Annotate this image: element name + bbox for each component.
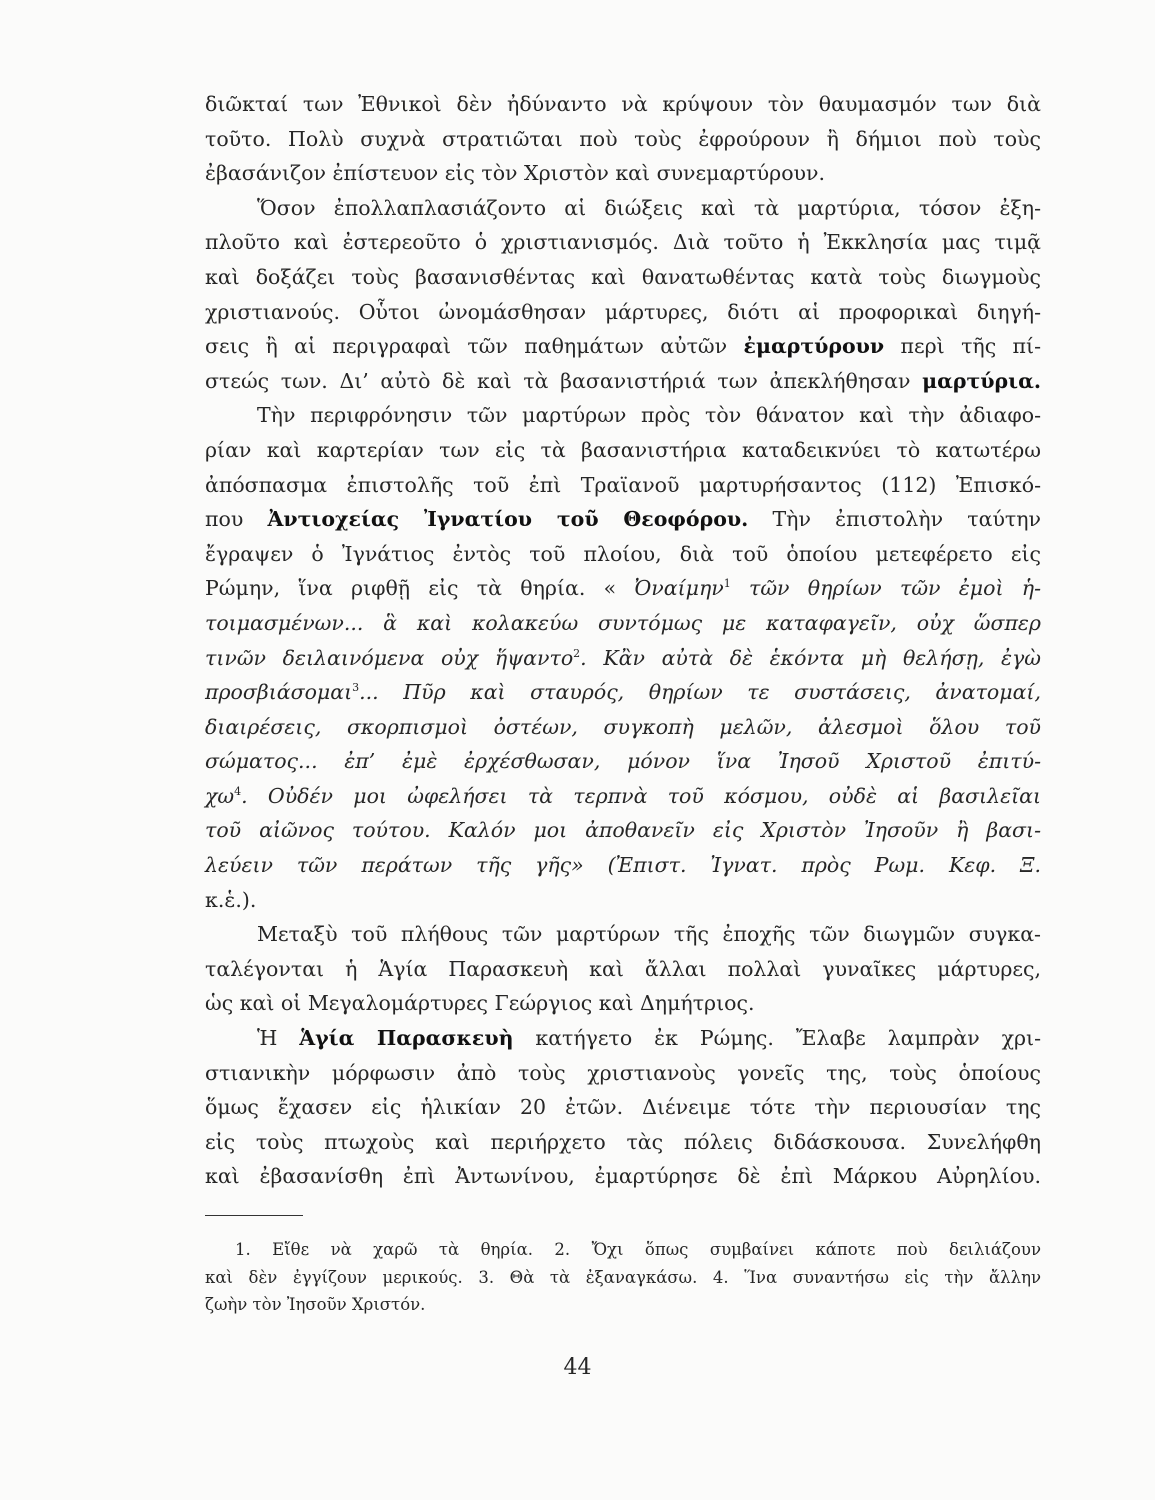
text-line <box>205 986 1041 1021</box>
text-line <box>205 398 1041 433</box>
text-line <box>205 122 1041 157</box>
text-segment: ὅμως ἔχασεν εἰς ἡλικίαν 20 ἐτῶν. Διένειμε τότε τὴν περιουσίαν της <box>205 1095 1041 1120</box>
text-segment: πλοῦτο καὶ ἐστερεοῦτο ὁ χριστιανισμός. Διὰ τοῦτο ἡ Ἐκκλησία μας τιμᾷ <box>205 230 1041 255</box>
text-segment: διῶκταί των Ἐθνικοὶ δὲν ἠδύναντο νὰ κρύψουν τὸν θαυμασμόν των διὰ <box>205 92 1041 116</box>
text-segment: κ.ἑ.). <box>205 887 257 912</box>
text-line <box>205 295 1041 330</box>
text-line <box>205 1159 1041 1194</box>
text-segment: Ἡ <box>257 1026 300 1051</box>
text-line <box>205 433 1041 468</box>
text-line <box>205 329 1041 364</box>
quoted-text: τοιμασμένων... ἃ καὶ κολακεύω συντόμως με καταφαγεῖν, οὐχ ὥσπερ <box>205 610 1041 635</box>
footnote-line: ζωὴν τὸν Ἰησοῦν Χριστόν. <box>205 1295 426 1314</box>
text-segment: καὶ ἐβασανίσθη ἐπὶ Ἀντωνίνου, ἐμαρτύρησε δὲ ἐπὶ Μάρκου Αὐρηλίου. <box>205 1164 1041 1189</box>
text-line <box>205 1056 1041 1091</box>
footnote-ref: 4 <box>234 785 242 799</box>
text-line <box>205 848 1041 883</box>
text-segment: που <box>205 507 268 532</box>
quoted-text: προσβιάσομαι <box>205 680 353 705</box>
bold-text: Ἁγία Παρασκευὴ <box>299 1026 514 1051</box>
text-segment: στεώς των. Δι’ αὐτὸ δὲ καὶ τὰ βασανιστήριά των ἀπεκλήθησαν <box>205 368 923 393</box>
quoted-text: χω <box>205 783 235 808</box>
text-line <box>205 225 1041 260</box>
text-line <box>205 156 1041 191</box>
quoted-text: Ὀναίμην <box>634 576 724 601</box>
text-line <box>205 537 1041 572</box>
quoted-text: λεύειν τῶν περάτων τῆς γῆς» (Ἐπιστ. Ἰγνατ. πρὸς Ρωμ. Κεφ. Ξ. <box>205 853 1041 878</box>
page-number: 44 <box>563 1355 592 1380</box>
text-segment: ταλέγονται ἡ Ἁγία Παρασκευὴ καὶ ἄλλαι πολλαὶ γυναῖκες μάρτυρες, <box>205 956 1041 981</box>
text-segment: κατήγετο ἐκ Ρώμης. Ἔλαβε λαμπρὰν χρι- <box>513 1026 1042 1051</box>
text-line <box>205 710 1041 745</box>
text-segment: Μεταξὺ τοῦ πλήθους τῶν μαρτύρων τῆς ἐποχῆς τῶν διωγμῶν συγκα- <box>257 922 1041 947</box>
bold-text: Ἀντιοχείας Ἰγνατίου τοῦ Θεοφόρου. <box>267 507 749 532</box>
text-line <box>205 191 1041 226</box>
text-segment: Ρώμην, ἵνα ριφθῇ εἰς τὰ θηρία. « <box>205 576 635 601</box>
text-segment: εἰς τοὺς πτωχοὺς καὶ περιήρχετο τὰς πόλεις διδάσκουσα. Συνελήφθη <box>205 1129 1041 1154</box>
quoted-text: σώματος... ἐπ’ ἐμὲ ἐρχέσθωσαν, μόνον ἵνα Ἰησοῦ Χριστοῦ ἐπιτύ- <box>205 749 1041 774</box>
text-segment: ἐβασάνιζον ἐπίστευον εἰς τὸν Χριστὸν καὶ συνεμαρτύρουν. <box>205 161 825 186</box>
text-segment: ρίαν καὶ καρτερίαν των εἰς τὰ βασανιστήρια καταδεικνύει τὸ κατωτέρω <box>205 437 1041 462</box>
bold-text: ἐμαρτύρουν <box>743 334 885 359</box>
text-line <box>205 87 1041 122</box>
text-segment: Τὴν περιφρόνησιν τῶν μαρτύρων πρὸς τὸν θάνατον καὶ τὴν ἀδιαφο- <box>257 403 1041 428</box>
footnotes <box>205 1236 1041 1319</box>
quoted-text: . Κἂν αὐτὰ δὲ ἑκόντα μὴ θελήσῃ, ἐγὼ <box>580 645 1041 670</box>
text-line <box>205 641 1041 676</box>
text-segment: ὡς καὶ οἱ Μεγαλομάρτυρες Γεώργιος καὶ Δημήτριος. <box>205 991 755 1016</box>
quoted-text: τῶν θηρίων τῶν ἐμοὶ ἡ- <box>730 576 1041 601</box>
text-line <box>205 952 1041 987</box>
text-line <box>205 675 1041 710</box>
quoted-text: τοῦ αἰῶνος τούτου. Καλόν μοι ἀποθανεῖν εἰς Χριστὸν Ἰησοῦν ἢ βασι- <box>205 818 1041 843</box>
text-line <box>205 779 1041 814</box>
text-line <box>205 606 1041 641</box>
quoted-text: . Οὐδέν μοι ὠφελήσει τὰ τερπνὰ τοῦ κόσμου, οὐδὲ αἱ βασιλεῖαι <box>241 783 1041 808</box>
text-segment: στιανικὴν μόρφωσιν ἀπὸ τοὺς χριστιανοὺς γονεῖς της, τοὺς ὁποίους <box>205 1060 1041 1085</box>
text-segment: περὶ τῆς πί- <box>884 334 1041 359</box>
quoted-text: ... Πῦρ καὶ σταυρός, θηρίων τε συστάσεις, ἀνατομαί, <box>359 680 1041 705</box>
footnote-line: καὶ δὲν ἐγγίζουν μερικούς. 3. Θὰ τὰ ἐξαναγκάσω. 4. Ἵνα συναντήσω εἰς τὴν ἄλλην <box>205 1267 1041 1287</box>
bold-text: μαρτύρια. <box>922 368 1041 393</box>
text-line <box>205 883 1041 918</box>
footnote-divider <box>205 1215 303 1216</box>
footnote-line: 1. Εἴθε νὰ χαρῶ τὰ θηρία. 2. Ὄχι ὅπως συμβαίνει κάποτε ποὺ δειλιάζουν <box>235 1240 1041 1259</box>
text-segment: ἀπόσπασμα ἐπιστολῆς τοῦ ἐπὶ Τραϊανοῦ μαρτυρήσαντος (112) Ἐπισκό- <box>205 472 1041 497</box>
text-line <box>205 1125 1041 1160</box>
quoted-text: τινῶν δειλαινόμενα οὐχ ἥψαντο <box>205 645 574 670</box>
text-segment: χριστιανούς. Οὗτοι ὠνομάσθησαν μάρτυρες, διότι αἱ προφορικαὶ διηγή- <box>205 299 1041 324</box>
text-line <box>205 917 1041 952</box>
body-text <box>205 87 1041 1194</box>
text-segment: σεις ἢ αἱ περιγραφαὶ τῶν παθημάτων αὐτῶν <box>205 334 744 359</box>
text-line <box>205 468 1041 503</box>
text-line <box>205 502 1041 537</box>
footnote-ref: 3 <box>352 681 360 695</box>
text-line <box>205 744 1041 779</box>
text-segment: ἔγραψεν ὁ Ἰγνάτιος ἐντὸς τοῦ πλοίου, διὰ τοῦ ὁποίου μετεφέρετο εἰς <box>205 541 1041 566</box>
quoted-text: διαιρέσεις, σκορπισμοὶ ὀστέων, συγκοπὴ μελῶν, ἀλεσμοὶ ὅλου τοῦ <box>205 714 1041 739</box>
text-line <box>205 1021 1041 1056</box>
text-line <box>205 571 1041 606</box>
text-segment: Ὅσον ἐπολλαπλασιάζοντο αἱ διώξεις καὶ τὰ μαρτύρια, τόσον ἐξη- <box>257 195 1041 220</box>
text-segment: τοῦτο. Πολὺ συχνὰ στρατιῶται ποὺ τοὺς ἐφρούρουν ἢ δήμιοι ποὺ τοὺς <box>205 126 1041 151</box>
footnote-ref: 2 <box>573 646 581 660</box>
text-segment: καὶ δοξάζει τοὺς βασανισθέντας καὶ θανατωθέντας κατὰ τοὺς διωγμοὺς <box>205 264 1041 289</box>
text-line <box>205 1090 1041 1125</box>
text-line <box>205 260 1041 295</box>
text-segment: Τὴν ἐπιστολὴν ταύτην <box>748 507 1041 532</box>
text-line <box>205 364 1041 399</box>
footnote-ref: 1 <box>723 577 731 591</box>
text-line <box>205 813 1041 848</box>
